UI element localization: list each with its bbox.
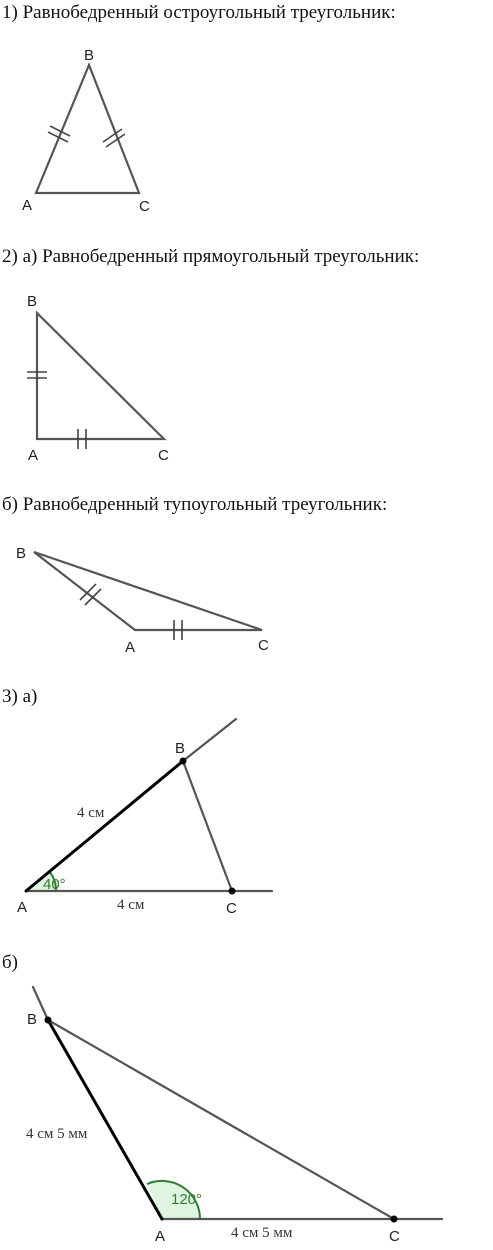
triangle-obtuse-figure bbox=[0, 534, 493, 664]
ray-ab-extension bbox=[183, 719, 236, 761]
side-ab bbox=[48, 1020, 162, 1219]
vertex-label-c: C bbox=[226, 900, 237, 917]
vertex-label-b: B bbox=[175, 740, 186, 757]
point-c bbox=[229, 888, 236, 895]
construction-3b-figure bbox=[0, 980, 493, 1250]
side-ab-length: 4 см 5 мм bbox=[26, 1126, 88, 1142]
vertex-label-a: A bbox=[155, 1228, 166, 1245]
heading-3a: 3) а) bbox=[2, 686, 38, 707]
vertex-label-c: C bbox=[389, 1228, 400, 1245]
side-ab-length: 4 см bbox=[77, 805, 105, 821]
triangle-obtuse bbox=[34, 552, 262, 630]
vertex-label-b: B bbox=[16, 545, 27, 562]
side-ac-length: 4 см bbox=[117, 897, 145, 913]
vertex-label-b: B bbox=[27, 293, 38, 310]
side-ac-length: 4 см 5 мм bbox=[231, 1225, 293, 1241]
side-bc bbox=[183, 761, 232, 891]
heading-2a: 2) а) Равнобедренный прямоугольный треугольник: bbox=[2, 246, 420, 267]
point-b bbox=[45, 1017, 52, 1024]
triangle-right-figure bbox=[0, 286, 493, 466]
angle-label: 120° bbox=[171, 1191, 203, 1208]
side-ab bbox=[26, 761, 183, 891]
vertex-label-b: B bbox=[27, 1011, 38, 1028]
vertex-label-c: C bbox=[258, 637, 269, 654]
heading-2b: б) Равнобедренный тупоугольный треугольник: bbox=[2, 494, 388, 515]
vertex-label-a: A bbox=[125, 639, 136, 656]
triangle-acute bbox=[36, 65, 139, 193]
vertex-label-b: B bbox=[84, 47, 95, 64]
construction-3a-figure bbox=[0, 712, 493, 922]
vertex-label-a: A bbox=[22, 197, 33, 214]
vertex-label-c: C bbox=[139, 198, 150, 215]
heading-3b: б) bbox=[2, 952, 18, 973]
side-bc bbox=[48, 1020, 394, 1219]
triangle-right bbox=[37, 313, 164, 439]
triangle-acute-figure bbox=[0, 30, 493, 220]
heading-1: 1) Равнобедренный остроугольный треугольник: bbox=[2, 2, 396, 23]
point-b bbox=[180, 758, 187, 765]
vertex-label-a: A bbox=[28, 447, 39, 464]
vertex-label-c: C bbox=[158, 447, 169, 464]
point-c bbox=[391, 1216, 398, 1223]
tick-bc-2 bbox=[106, 134, 125, 147]
vertex-label-a: A bbox=[17, 899, 28, 916]
angle-label: 40° bbox=[43, 876, 66, 893]
